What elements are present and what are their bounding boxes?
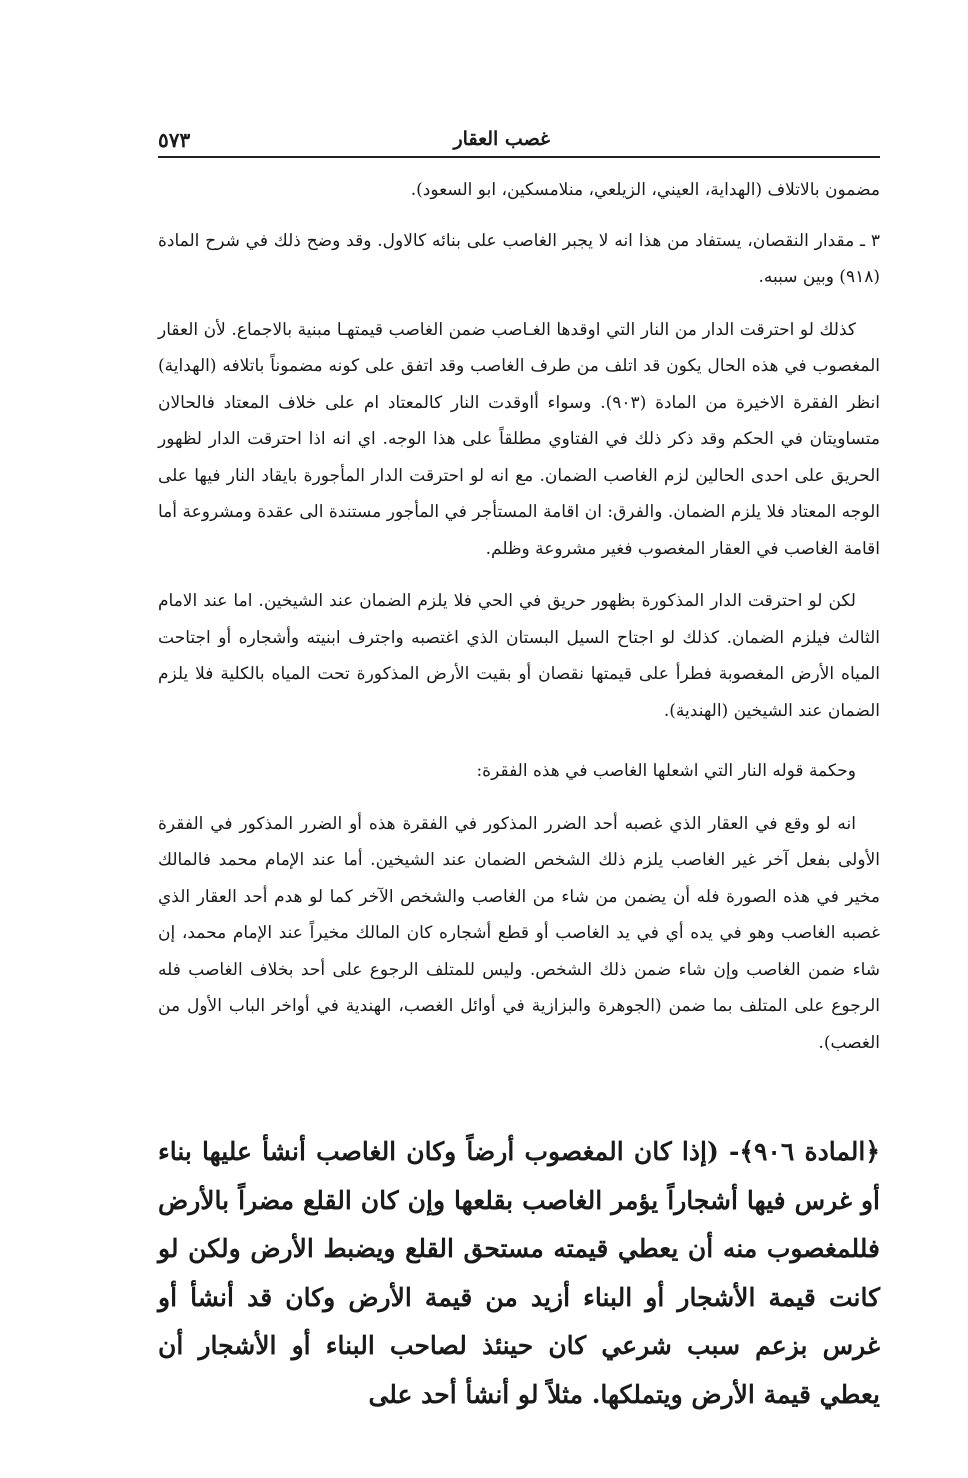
article-906 xyxy=(158,1128,880,1419)
paragraph-1: مضمون بالاتلاف (الهداية، العيني، الزيلعي، منلامسكين، ابو السعود). xyxy=(410,180,880,200)
page-header xyxy=(158,128,880,158)
running-title: غصب العقار xyxy=(453,128,550,150)
page-number: ٥٧٣ xyxy=(158,128,191,152)
paragraph-2: ٣ ـ مقدار النقصان، يستفاد من هذا انه لا يجبر الغاصب على بنائه كالاول. وقد وضح ذلك في شرح المادة (٩١٨) وبين سببه. xyxy=(158,230,880,287)
article-label: ﴿المادة ٩٠٦﴾- xyxy=(728,1137,880,1166)
paragraph-6: انه لو وقع في العقار الذي غصبه أحد الضرر المذكور في الفقرة هذه أو الضرر المذكور في الفقرة الأولى بفعل آخر غير الغاصب يلزم ذلك الشخص الضمان عند الشيخين. أما عند الإمام محمد فالمالك مخير في هذه الصورة فله أن يضمن من شاء من الغاصب والشخص الآخر كما لو هدم أحد العقار الذي غصبه الغاصب وهو في يده أي في يد الغاصب أو قطع أشجاره كان المالك مخيراً عند الإمام محمد، إن شاء ضمن الغاصب وإن شاء ضمن ذلك الشخص. وليس للمتلف الرجوع على أحد بخلاف الغاصب فله الرجوع على المتلف بما ضمن (الجوهرة والبزازية في أوائل الغصب، الهندية في أواخر الباب الأول من الغصب). xyxy=(158,813,880,1053)
paragraph-5: وحكمة قوله النار التي اشعلها الغاصب في هذه الفقرة: xyxy=(476,761,856,781)
body-text xyxy=(158,172,880,1061)
paragraph-3: كذلك لو احترقت الدار من النار التي اوقدها الغـاصب ضمن الغاصب قيمتهـا مبنية بالاجماع. لأن العقار المغصوب في هذه الحال يكون قد اتلف من طرف الغاصب وقد اتفق على كونه مضموناً باتلافه (الهداية) انظر الفقرة الاخيرة من المادة (٩٠٣). وسواء أاوقدت النار كالمعتاد ام على خلاف المعتاد فالحالان متساويتان في الحكم وقد ذكر ذلك في الفتاوي مطلقاً على هذا الوجه. اي انه اذا احترقت الدار لظهور الحريق على احدى الحالين لزم الغاصب الضمان. مع انه لو احترقت الدار المأجورة بايقاد النار فيها على الوجه المعتاد فلا يلزم الضمان. والفرق: ان اقامة المستأجر في المأجور مستندة الى عقدة ومشروعة أما اقامة الغاصب في العقار المغصوب فغير مشروعة وظلم. xyxy=(158,319,880,559)
article-text: (إذا كان المغصوب أرضاً وكان الغاصب أنشأ عليها بناء أو غرس فيها أشجاراً يؤمر الغاصب بقلعها وإن كان القلع مضراً بالأرض فللمغصوب منه أن يعطي قيمته مستحق القلع ويضبط الأرض ولكن لو كانت قيمة الأشجار أو البناء أزيد من قيمة الأرض وكان قد أنشأ أو غرس بزعم سبب شرعي كان حينئذ لصاحب البناء أو الأشجار أن يعطي قيمة الأرض ويتملكها. مثلاً لو أنشأ أحد على xyxy=(158,1137,880,1409)
header-divider xyxy=(158,156,880,158)
paragraph-4: لكن لو احترقت الدار المذكورة بظهور حريق في الحي فلا يلزم الضمان عند الشيخين. اما عند الامام الثالث فيلزم الضمان. كذلك لو اجتاح السيل البستان الذي اغتصبه واجترف ابنيته وأشجاره أو اجتاحت المياه الأرض المغصوبة فطرأ على قيمتها نقصان أو بقيت الأرض المذكورة تحت المياه بالكلية فلا يلزم الضمان عند الشيخين (الهندية). xyxy=(158,591,880,721)
